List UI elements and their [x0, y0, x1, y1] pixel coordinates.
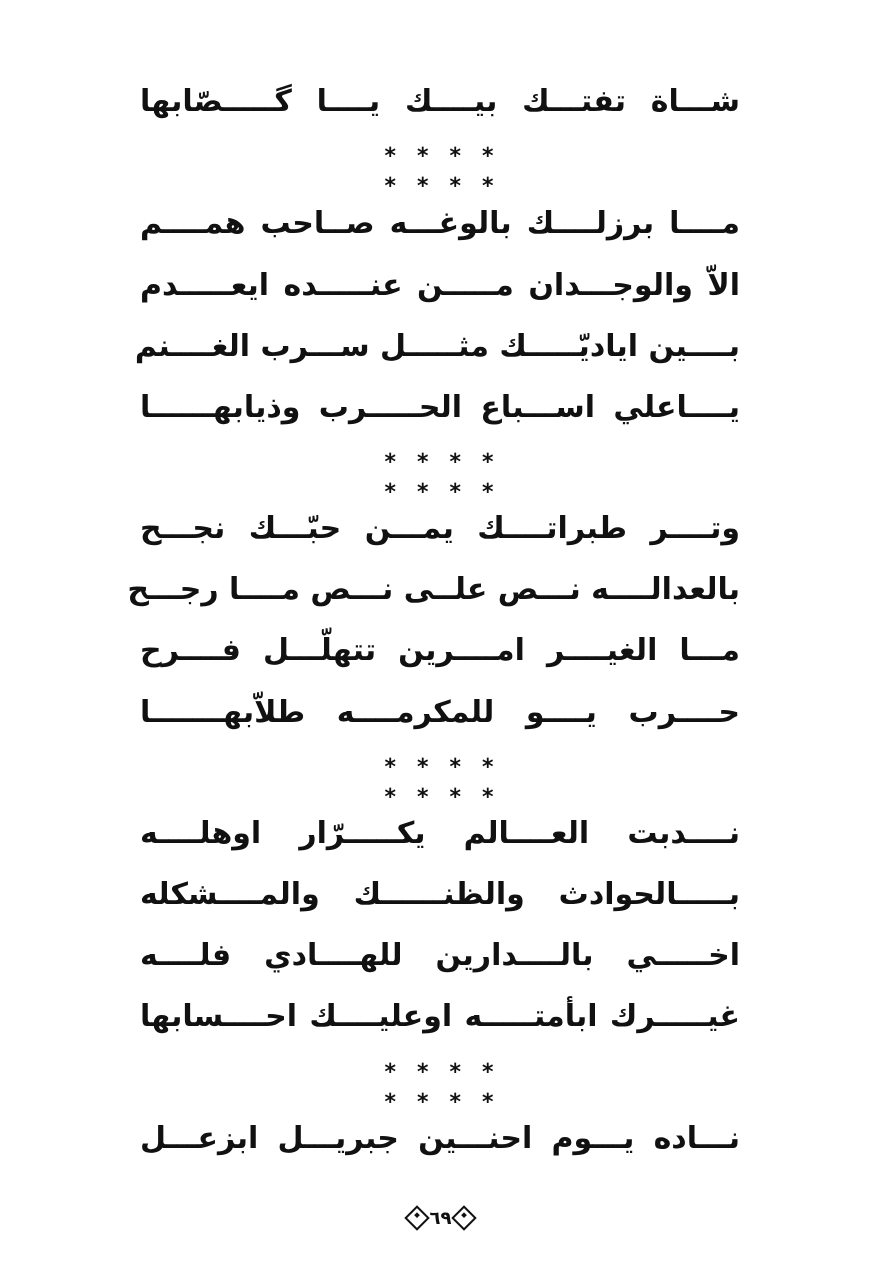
- stanza-separator-3: [300, 753, 581, 810]
- verse-line-11: بـــــالحوادث والظنــــــك والمــــشكله: [140, 877, 740, 912]
- separator-group: * * * *: [383, 785, 498, 810]
- page-number: [400, 1200, 481, 1236]
- separator-group: * * * *: [383, 480, 498, 505]
- verse-line-4: بــــين اياديّـــــك مثـــــل ســـرب الغــــنم: [134, 329, 740, 364]
- verse-line-8: مـــا الغيــــر امــــرين تتهلّـــل فــــرح: [140, 633, 740, 668]
- verse-line-13: غيـــــرك ابأمتـــــه اوعليــــك احــــسابها: [140, 999, 740, 1034]
- verse-line-6: وتــــر طبراتــــك يمـــن حبّـــك نجـــح: [140, 511, 740, 546]
- stanza-separator-1: [300, 142, 581, 199]
- ornament-icon: [404, 1205, 429, 1230]
- verse-line-9: حــــرب يــــو للمكرمــــه طلاّبهـــــــا: [140, 695, 740, 730]
- ornament-icon: [452, 1205, 477, 1230]
- separator-group: * * * *: [383, 755, 498, 780]
- verse-line-12: اخـــــي بالــــدارين للهــــادي فلــــه: [140, 938, 740, 973]
- separator-group: * * * *: [383, 450, 498, 475]
- verse-line-5: يــــاعلي اســـباع الحـــــرب وذيابهــــــا: [140, 390, 740, 425]
- verse-line-14: نـــاده يـــوم احنـــين جبريـــل ابزعـــل: [140, 1121, 740, 1156]
- stanza-separator-4: [300, 1058, 581, 1115]
- verse-line-1: شـــاة تفتـــك بيــــك يــــا گـــــصّابها: [140, 84, 740, 119]
- separator-group: * * * *: [383, 144, 498, 169]
- verse-line-7: بالعدالــــه نـــص علــى نـــص مــــا رجـــح: [127, 572, 740, 607]
- verse-line-2: مــــا برزلــــك بالوغـــه صــاحب همــــم: [140, 206, 740, 241]
- verse-line-10: نــــدبت العــــالم يكـــــرّار اوهلــــه: [140, 816, 740, 851]
- separator-group: * * * *: [383, 1090, 498, 1115]
- verse-line-3: الاّ والوجـــدان مـــــن عنـــــده ايعـــــدم: [140, 268, 740, 303]
- separator-group: * * * *: [383, 1060, 498, 1085]
- page-number-text: ٦٩: [429, 1207, 452, 1229]
- stanza-separator-2: [300, 448, 581, 505]
- separator-group: * * * *: [383, 174, 498, 199]
